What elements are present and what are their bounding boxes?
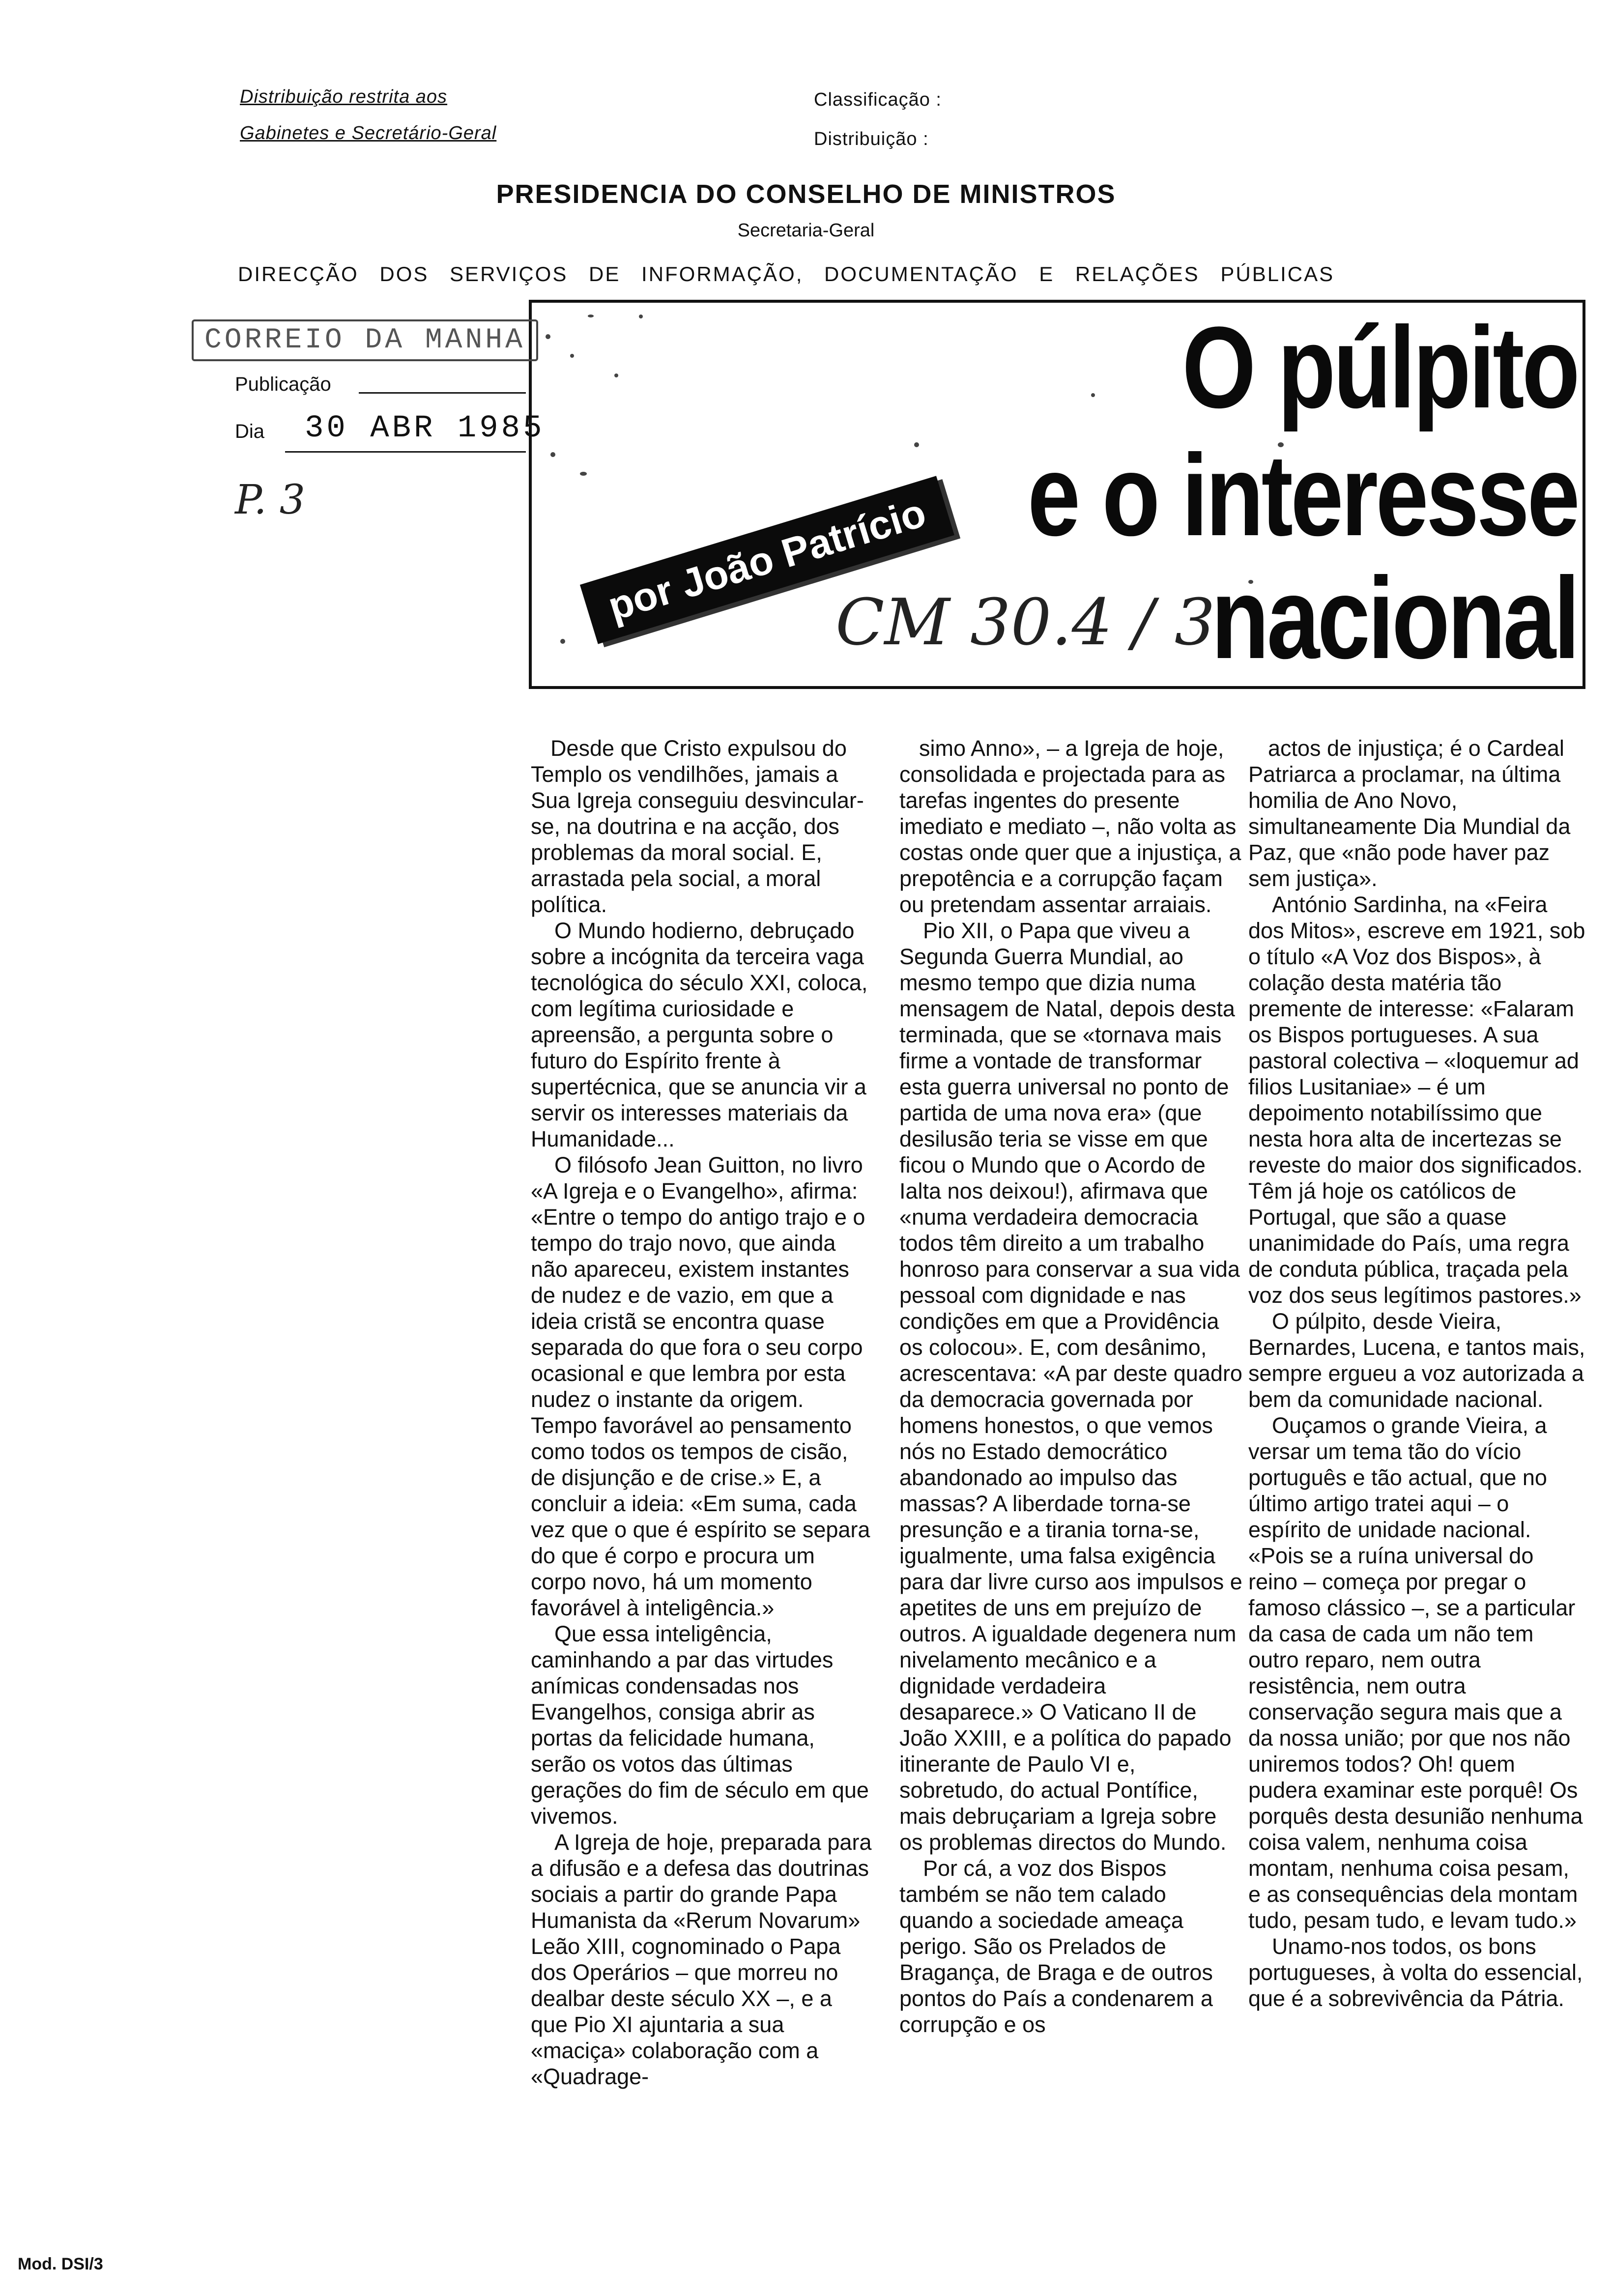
paragraph: António Sardinha, na «Feira dos Mitos», escreve em 1921, sob o título «A Voz dos Bispos», à colação desta matéria tão premente de interesse: «Falaram os Bispos portugueses. A sua pastoral colectiva – «loquemur ad filios Lusitaniae» – é um depoimento notabilíssimo que nesta hora alta de incertezas se reveste do maior dos significados. Têm já hoje os católicos de Portugal, que são a quase unanimidade do País, uma regra de conduta pública, traçada pela voz dos seus legítimos pastores.» xyxy=(1248,892,1585,1308)
distribution-restriction-line1: Distribuição restrita aos xyxy=(240,86,448,107)
article-column-3 xyxy=(1248,735,1587,2011)
scan-speck xyxy=(570,354,574,358)
scan-speck xyxy=(550,452,555,457)
publication-stamp: CORREIO DA MANHA xyxy=(192,319,538,361)
paragraph: Pio XII, o Papa que viveu a Segunda Guerra Mundial, ao mesmo tempo que dizia numa mensagem de Natal, depois desta terminada, que se «tornava mais firme a vontade de transformar esta guerra universal no ponto de partida de uma nova era» (que desilusão teria se visse em que ficou o Mundo que o Acordo de Ialta nos deixou!), afirmava que «numa verdadeira democracia todos têm direito a um trabalho honroso para conservar a sua vida pessoal com dignidade e nas condições em que a Providência os colocou». E, com desânimo, acrescentava: «A par deste quadro da democracia governada por homens honestos, o que vemos nós no Estado democrático abandonado ao impulso das massas? A liberdade torna-se presunção e a tirania torna-se, igualmente, uma falsa exigência para dar livre curso aos impulsos e apetites de uns em prejuízo de outros. A igualdade degenera num nivelamento mecânico e a dignidade verdadeira desaparece.» O Vaticano II de João XXIII, e a política do papado itinerante de Paulo VI e, sobretudo, do actual Pontífice, mais debruçariam a Igreja sobre os problemas directos do Mundo. xyxy=(899,918,1242,1855)
headline-line1: O púlpito xyxy=(1182,303,1578,432)
scan-speck xyxy=(614,373,618,377)
headline-line3: nacional xyxy=(1211,553,1578,683)
distribution-restriction-line2: Gabinetes e Secretário-Geral xyxy=(240,123,497,144)
date-label: Dia xyxy=(235,421,265,442)
distribution-label: Distribuição : xyxy=(814,129,929,149)
scan-speck xyxy=(588,315,594,317)
scan-speck xyxy=(546,334,550,339)
paragraph: O Mundo hodierno, debruçado sobre a incógnita da terceira vaga tecnológica do século XXI, coloca, com legítima curiosidade e apreensão, a pergunta sobre o futuro do Espírito frente à supertécnica, que se anuncia vir a servir os interesses materiais da Humanidade... xyxy=(531,918,868,1151)
page-note: P. 3 xyxy=(235,477,305,523)
scan-speck xyxy=(560,639,565,644)
byline: por João Patrício xyxy=(580,476,954,644)
date-value: 30 ABR 1985 xyxy=(305,411,545,446)
classification-label: Classificação : xyxy=(814,89,942,110)
secretariat-subtitle: Secretaria-Geral xyxy=(737,220,875,241)
form-code: Mod. DSI/3 xyxy=(18,2255,103,2273)
scan-speck xyxy=(639,315,643,318)
article-column-1 xyxy=(531,735,875,2090)
paragraph: Que essa inteligência, caminhando a par das virtudes anímicas condensadas nos Evangelhos, consiga abrir as portas da felicidade humana, serão os votos das últimas gerações do fim de século em que vivemos. xyxy=(531,1621,869,1829)
paragraph: actos de injustiça; é o Cardeal Patriarca a proclamar, na última homilia de Ano Novo, simultaneamente Dia Mundial da Paz, que «não pode haver paz sem justiça». xyxy=(1248,736,1571,891)
paragraph: Por cá, a voz dos Bispos também se não tem calado quando a sociedade ameaça perigo. São os Prelados de Bragança, de Braga e de outros pontos do País a condenarem a corrupção e os xyxy=(899,1856,1213,2037)
publication-label: Publicação xyxy=(235,373,331,395)
paragraph: O púlpito, desde Vieira, Bernardes, Lucena, e tantos mais, sempre ergueu a voz autorizada a bem da comunidade nacional. xyxy=(1248,1309,1585,1412)
paragraph: A Igreja de hoje, preparada para a difusão e a defesa das doutrinas sociais a partir do grande Papa Humanista da «Rerum Novarum» Leão XIII, cognominado o Papa dos Operários – que morreu no dealbar deste século XX –, e a que Pio XI ajuntaria a sua «maciça» colaboração com a «Quadrage- xyxy=(531,1830,872,2089)
publication-field-line xyxy=(359,392,526,394)
headline-line2: e o interesse xyxy=(1027,430,1578,560)
paragraph: Unamo-nos todos, os bons portugueses, à volta do essencial, que é a sobrevivência da Pátria. xyxy=(1248,1934,1583,2011)
handwritten-reference: CM 30.4 / 3 xyxy=(835,585,1215,660)
paragraph: Desde que Cristo expulsou do Templo os vendilhões, jamais a Sua Igreja conseguiu desvincular-se, na doutrina e na acção, dos problemas da moral social. E, arrastada pela social, a moral política. xyxy=(531,736,864,917)
council-title: PRESIDENCIA DO CONSELHO DE MINISTROS xyxy=(496,179,1116,209)
right-rule xyxy=(1583,300,1585,689)
directorate-title: DIRECÇÃO DOS SERVIÇOS DE INFORMAÇÃO, DOCUMENTAÇÃO E RELAÇÕES PÚBLICAS xyxy=(238,262,1335,286)
bottom-rule xyxy=(529,686,1585,689)
scan-speck xyxy=(580,472,587,476)
paragraph: simo Anno», – a Igreja de hoje, consolidada e projectada para as tarefas ingentes do presente imediato e mediato –, não volta as costas onde quer que a injustiça, a prepotência e a corrupção façam ou pretendam assentar arraiais. xyxy=(899,736,1241,917)
date-field-line xyxy=(285,451,526,453)
article-column-2 xyxy=(899,735,1243,2038)
paragraph: O filósofo Jean Guitton, no livro «A Igreja e o Evangelho», afirma: «Entre o tempo do antigo trajo e o tempo do trajo novo, que ainda não apareceu, existem instantes de nudez e de vazio, em que a ideia cristã se encontra quase separada do que fora o seu corpo ocasional e que lembra por esta nudez o instante da origem. Tempo favorável ao pensamento como todos os tempos de cisão, de disjunção e de crise.» E, a concluir a ideia: «Em suma, cada vez que o que é espírito se separa do que é corpo e procura um corpo novo, há um momento favorável à inteligência.» xyxy=(531,1152,870,1620)
paragraph: Ouçamos o grande Vieira, a versar um tema tão do vício português e tão actual, que no último artigo tratei aqui – o espírito de unidade nacional. «Pois se a ruína universal do reino – começa por pregar o famoso clássico –, se a particular da casa de cada um não tem outro reparo, nem outra resistência, nem outra conservação segura mais que a da nossa união; por que nos não uniremos todos? Oh! quem pudera examinar este porquê! Os porquês desta desunião nenhuma coisa valem, nenhuma coisa montam, nenhuma coisa pesam, e as consequências dela montam tudo, pesam tudo, e levam tudo.» xyxy=(1248,1413,1583,1933)
